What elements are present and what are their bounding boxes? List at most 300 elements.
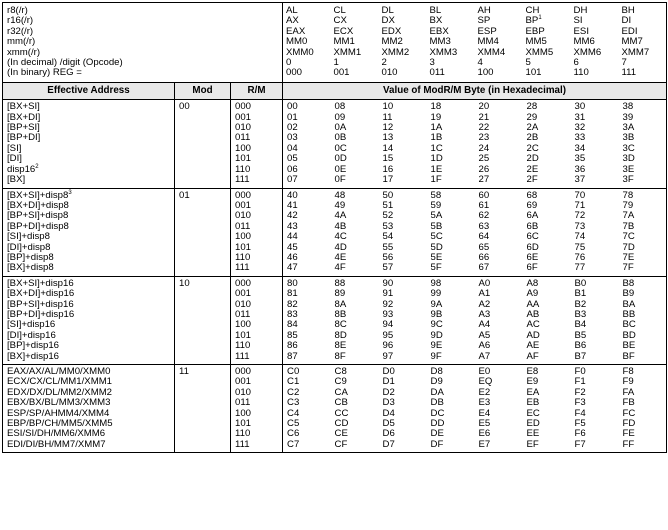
modrm-value: 7C (622, 231, 635, 243)
digit-value: 7 (621, 57, 627, 69)
modrm-value: FF (622, 438, 635, 450)
modrm-value: B5 (574, 329, 587, 341)
digit-value: 5 (525, 57, 531, 69)
mod-value: 10 (175, 276, 231, 364)
modrm-value: 93 (382, 308, 394, 320)
modrm-value-cell (475, 188, 523, 276)
effective-address: $disp16^2$ (7, 163, 39, 175)
digit-value: 6 (573, 57, 579, 69)
modrm-value: 24 (478, 142, 490, 154)
modrm-value: FE (622, 428, 635, 440)
modrm-value: F3 (574, 397, 586, 409)
modrm-value: 73 (574, 220, 586, 232)
modrm-value: F8 (622, 366, 634, 377)
rm-value: 101 (235, 418, 252, 430)
reg-column-7 (619, 3, 667, 83)
modrm-value: 14 (382, 142, 394, 154)
modrm-value: 22 (478, 122, 490, 134)
modrm-value: EC (526, 407, 540, 419)
rm-value: 101 (235, 153, 252, 165)
rm-value: 111 (235, 174, 250, 186)
effective-address: ESI/SI/DH/MM6/XMM6 (7, 428, 106, 440)
modrm-value: AF (526, 350, 539, 362)
register-name: DH (573, 5, 588, 16)
footnote-marker: 3 (68, 189, 72, 196)
modrm-value: BF (622, 350, 635, 362)
register-name: CX (333, 15, 347, 27)
modrm-value: 0A (334, 122, 347, 134)
effective-address: EBX/BX/BL/MM3/XMM3 (7, 397, 111, 409)
modrm-value: B8 (622, 277, 635, 289)
effective-address-header: Effective Address (3, 82, 175, 99)
modrm-value: 13 (382, 132, 394, 144)
reg-binary-value: 111 (621, 67, 637, 79)
effective-address: EAX/AX/AL/MM0/XMM0 (7, 366, 111, 377)
modrm-value: 72 (574, 210, 586, 222)
modrm-value: 54 (382, 231, 394, 243)
modrm-value: AD (526, 329, 540, 341)
modrm-value: 00 (287, 101, 298, 113)
rm-value: 001 (235, 376, 252, 388)
modrm-value-cell (523, 276, 571, 364)
modrm-value: 4B (334, 220, 347, 232)
modrm-value: 1E (430, 163, 443, 175)
modrm-value: 97 (382, 350, 394, 362)
modrm-value: 58 (430, 189, 442, 201)
digit-value: 2 (381, 57, 387, 69)
modrm-value: D7 (382, 438, 395, 450)
modrm-value: 5C (430, 231, 443, 243)
modrm-value: 20 (478, 101, 490, 113)
effective-address: EBP/BP/CH/MM5/XMM5 (7, 418, 113, 430)
modrm-value: 44 (287, 231, 298, 243)
rm-value: 110 (235, 163, 251, 175)
column-header-row (3, 82, 667, 99)
reg-column-1 (331, 3, 379, 83)
modrm-value: DF (430, 438, 444, 450)
modrm-value: 48 (334, 189, 346, 201)
modrm-value: 05 (287, 153, 298, 165)
rm-value: 000 (235, 101, 252, 113)
modrm-value: FD (622, 418, 636, 430)
modrm-value: 8E (334, 340, 347, 352)
modrm-value: 9C (430, 319, 443, 331)
modrm-value: 67 (478, 262, 490, 274)
modrm-value: 75 (574, 241, 586, 253)
modrm-value: 4D (334, 241, 347, 253)
modrm-value: 4F (334, 262, 346, 274)
modrm-value: E7 (478, 438, 491, 450)
effective-address: [DI]+disp8 (7, 241, 51, 253)
modrm-value: 78 (622, 189, 634, 201)
rm-value: 100 (235, 319, 252, 331)
label-r8: r8(/r) (7, 5, 28, 16)
modrm-value: 7D (622, 241, 635, 253)
modrm-value: 0C (334, 142, 347, 154)
modrm-value: AA (526, 298, 540, 310)
modrm-value: 31 (574, 111, 586, 123)
modrm-value: E3 (478, 397, 491, 409)
modrm-value: 94 (382, 319, 394, 331)
modrm-value: 21 (478, 111, 490, 123)
modrm-value: 6F (526, 262, 538, 274)
modrm-value: 1A (430, 122, 443, 134)
modrm-value-cell (427, 188, 475, 276)
register-name: DL (381, 5, 394, 16)
rm-value: 011 (235, 308, 251, 320)
modrm-value: BA (622, 298, 636, 310)
register-name: MM1 (333, 36, 355, 48)
table-body (3, 100, 667, 453)
modrm-value: BB (622, 308, 636, 320)
register-name: MM4 (477, 36, 499, 48)
modrm-value: 8C (334, 319, 347, 331)
modrm-value: 43 (287, 220, 298, 232)
modrm-value: EA (526, 386, 540, 398)
modrm-value-cell (571, 276, 619, 364)
modrm-value: 55 (382, 241, 394, 253)
label-digit: (In decimal) /digit (Opcode) (7, 57, 123, 69)
modrm-value: F2 (574, 386, 586, 398)
modrm-value: 30 (574, 101, 586, 113)
modrm-value: D4 (382, 407, 395, 419)
modrm-value: B6 (574, 340, 587, 352)
effective-address: [BX+SI]+disp16 (7, 277, 74, 289)
modrm-value: 63 (478, 220, 490, 232)
modrm-value: 1C (430, 142, 443, 154)
modrm-value: 3D (622, 153, 635, 165)
modrm-value: CA (334, 386, 348, 398)
modrm-value: 3B (622, 132, 635, 144)
modrm-value: 5D (430, 241, 443, 253)
modrm-value: F6 (574, 428, 586, 440)
modrm-value: 19 (430, 111, 442, 123)
modrm-value-cell (427, 276, 475, 364)
register-name: AX (286, 15, 299, 27)
modrm-value: 82 (287, 298, 298, 310)
modrm-value: A9 (526, 288, 539, 300)
effective-address: [BX+SI] (7, 101, 40, 113)
modrm-value: 36 (574, 163, 586, 175)
rm-value: 101 (235, 329, 252, 341)
modrm-value: 8A (334, 298, 347, 310)
modrm-value: 88 (334, 277, 346, 289)
modrm-value: EB (526, 397, 540, 409)
effective-address: [DI] (7, 153, 22, 165)
effective-address-cell (3, 188, 175, 276)
modrm-value: EE (526, 428, 540, 440)
modrm-value: 01 (287, 111, 298, 123)
effective-address: EDX/DX/DL/MM2/XMM2 (7, 386, 113, 398)
reg-column-6 (571, 3, 619, 83)
mod-value: 11 (175, 365, 231, 453)
modrm-value: 71 (574, 199, 586, 211)
modrm-value: 16 (382, 163, 394, 175)
modrm-value: 28 (526, 101, 538, 113)
modrm-value: 6A (526, 210, 539, 222)
modrm-value: C3 (287, 397, 300, 409)
modrm-value: B0 (574, 277, 587, 289)
label-r32: r32(/r) (7, 25, 34, 37)
rm-value: 110 (235, 340, 251, 352)
label-xmm: xmm(/r) (7, 46, 41, 58)
label-mm: mm(/r) (7, 36, 36, 48)
reg-binary-value: 001 (333, 67, 350, 79)
register-header-row (3, 3, 667, 83)
modrm-value: 2D (526, 153, 539, 165)
register-name: MM5 (525, 36, 547, 48)
modrm-value: 27 (478, 174, 490, 186)
register-name: XMM7 (621, 46, 650, 58)
modrm-value: 17 (382, 174, 394, 186)
effective-address: [DI]+disp16 (7, 329, 56, 341)
rm-value: 010 (235, 122, 252, 134)
modrm-value: 9F (430, 350, 442, 362)
modrm-value: A5 (478, 329, 491, 341)
modrm-value: 65 (478, 241, 490, 253)
modrm-value: 25 (478, 153, 490, 165)
modrm-value: 85 (287, 329, 298, 341)
modrm-value: 49 (334, 199, 346, 211)
register-header-labels (3, 3, 283, 83)
modrm-value: 3F (622, 174, 634, 186)
modrm-value: BC (622, 319, 636, 331)
modrm-value: 6D (526, 241, 539, 253)
rm-value: 011 (235, 220, 251, 232)
modrm-value-cell (379, 365, 427, 453)
modrm-value: B2 (574, 298, 587, 310)
reg-column-0 (283, 3, 331, 83)
rm-cell (231, 365, 283, 453)
modrm-value: 87 (287, 350, 298, 362)
modrm-value: 89 (334, 288, 346, 300)
register-name: EDX (381, 25, 402, 37)
effective-address: [BX]+disp8 (7, 262, 54, 274)
effective-address: [BP+DI] (7, 132, 41, 144)
modrm-value-cell (379, 100, 427, 188)
footnote-marker: 1 (538, 15, 542, 22)
modrm-value: BE (622, 340, 636, 352)
effective-address: ESP/SP/AHMM4/XMM4 (7, 407, 110, 419)
modrm-value: F1 (574, 376, 586, 388)
modrm-value-cell (619, 100, 667, 188)
effective-address: [BP]+disp8 (7, 251, 54, 263)
effective-address: [BP]+disp16 (7, 340, 60, 352)
modrm-value: 4C (334, 231, 347, 243)
modrm-value: CF (334, 438, 348, 450)
modrm-value: ED (526, 418, 540, 430)
modrm-value: 5E (430, 251, 443, 263)
modrm-value: CC (334, 407, 349, 419)
modrm-value: B7 (574, 350, 587, 362)
modrm-value-cell (379, 188, 427, 276)
effective-address: [BP+DI]+disp8 (7, 220, 69, 232)
modrm-value: 7E (622, 251, 635, 263)
modrm-value: BD (622, 329, 636, 341)
modrm-value: FB (622, 397, 635, 409)
modrm-value: E6 (478, 428, 491, 440)
modrm-value: 29 (526, 111, 538, 123)
modrm-value: 3E (622, 163, 635, 175)
rm-cell (231, 188, 283, 276)
register-name: DX (381, 15, 395, 27)
modrm-value: E5 (478, 418, 491, 430)
modrm-value: 03 (287, 132, 298, 144)
digit-value: 4 (477, 57, 483, 69)
effective-address: [BX]+disp16 (7, 350, 60, 362)
modrm-value: F4 (574, 407, 586, 419)
reg-binary-value: 110 (573, 67, 589, 79)
modrm-value-cell (523, 188, 571, 276)
effective-address: [BX] (7, 174, 26, 186)
modrm-value: A6 (478, 340, 491, 352)
effective-address: $[BX+SI]+disp8^3$ (7, 189, 72, 201)
modrm-value: 46 (287, 251, 298, 263)
rm-value: 111 (235, 262, 250, 274)
modrm-value: F5 (574, 418, 586, 430)
modrm-value: 76 (574, 251, 586, 263)
modrm-value: 62 (478, 210, 490, 222)
modrm-value: D1 (382, 376, 395, 388)
rm-value: 010 (235, 298, 252, 310)
modrm-value: D8 (430, 366, 443, 377)
modrm-value: 74 (574, 231, 586, 243)
modrm-value: 6B (526, 220, 539, 232)
modrm-value: 5F (430, 262, 442, 274)
effective-address-cell (3, 276, 175, 364)
modrm-value: 5A (430, 210, 443, 222)
reg-binary-value: 101 (525, 67, 542, 79)
modrm-value-cell (619, 365, 667, 453)
modrm-value: A3 (478, 308, 491, 320)
register-name: XMM6 (573, 46, 602, 58)
modrm-value: C0 (287, 366, 300, 377)
modrm-value: 1F (430, 174, 442, 186)
effective-address-cell (3, 100, 175, 188)
register-name: MM2 (381, 36, 403, 48)
modrm-value: 84 (287, 319, 298, 331)
rm-value: 101 (235, 241, 252, 253)
modrm-value: 70 (574, 189, 586, 201)
modrm-value: 60 (478, 189, 490, 201)
modrm-value: D3 (382, 397, 395, 409)
modrm-value: C4 (287, 407, 300, 419)
modrm-value: D6 (382, 428, 395, 440)
effective-address: ECX/CX/CL/MM1/XMM1 (7, 376, 113, 388)
mod-header: Mod (175, 82, 231, 99)
digit-value: 3 (429, 57, 435, 69)
modrm-value: 98 (430, 277, 442, 289)
reg-binary-value: 000 (286, 67, 303, 79)
modrm-value: 6E (526, 251, 539, 263)
rm-value: 001 (235, 288, 252, 300)
register-name: CH (525, 5, 540, 16)
modrm-value: E8 (526, 366, 539, 377)
modrm-value-cell (619, 188, 667, 276)
register-name: ESP (477, 25, 497, 37)
modrm-value: 1D (430, 153, 443, 165)
modrm-value: 06 (287, 163, 298, 175)
modrm-value: C6 (287, 428, 300, 440)
modrm-value-cell (379, 276, 427, 364)
modrm-value-cell (283, 276, 331, 364)
modrm-value: 5B (430, 220, 443, 232)
modrm-value: 0B (334, 132, 347, 144)
modrm-value: 8B (334, 308, 347, 320)
register-name: XMM4 (477, 46, 506, 58)
register-name: ESI (573, 25, 589, 37)
label-reg-binary: (In binary) REG = (7, 67, 82, 79)
effective-address: [SI]+disp8 (7, 231, 50, 243)
register-name: AH (477, 5, 491, 16)
mod-value: 00 (175, 100, 231, 188)
modrm-value: 99 (430, 288, 442, 300)
register-name: BH (621, 5, 635, 16)
modrm-value: 96 (382, 340, 394, 352)
modrm-value: 64 (478, 231, 490, 243)
modrm-value: A0 (478, 277, 491, 289)
modrm-value: 52 (382, 210, 394, 222)
effective-address: [BP+SI]+disp16 (7, 298, 74, 310)
modrm-value: 83 (287, 308, 298, 320)
effective-address: [BX+DI]+disp8 (7, 199, 69, 211)
effective-address: [BX+DI] (7, 111, 41, 123)
modrm-value: DD (430, 418, 445, 430)
modrm-value: 3C (622, 142, 635, 154)
modrm-value: CE (334, 428, 348, 440)
modrm-value-cell (475, 276, 523, 364)
modrm-value: 92 (382, 298, 394, 310)
register-name: ECX (333, 25, 354, 37)
modrm-value: 0D (334, 153, 347, 165)
modrm-value: 42 (287, 210, 298, 222)
modrm-value: E9 (526, 376, 539, 388)
register-name: BX (429, 15, 443, 27)
reg-binary-value: 010 (381, 67, 398, 79)
modrm-value: C9 (334, 376, 347, 388)
register-name: DI (621, 15, 632, 27)
register-name: MM6 (573, 36, 595, 48)
modrm-value: CD (334, 418, 349, 430)
modrm-value: 08 (334, 101, 346, 113)
modrm-value: 45 (287, 241, 298, 253)
modrm-value: 35 (574, 153, 586, 165)
modrm-value: FC (622, 407, 636, 419)
modrm-value: 56 (382, 251, 394, 263)
modrm-value-cell (283, 365, 331, 453)
modrm-value: B4 (574, 319, 587, 331)
modrm-value: AC (526, 319, 540, 331)
rm-value: 111 (235, 438, 250, 450)
modrm-value: C1 (287, 376, 300, 388)
modrm-value: 69 (526, 199, 538, 211)
modrm-value-cell (331, 188, 379, 276)
modrm-value: 40 (287, 189, 298, 201)
modrm-value: 8D (334, 329, 347, 341)
modrm-value: A4 (478, 319, 491, 331)
modrm-value: CB (334, 397, 348, 409)
modrm-value: 9B (430, 308, 443, 320)
rm-value: 100 (235, 407, 252, 419)
modrm-value: 53 (382, 220, 394, 232)
register-name: EDI (621, 25, 638, 37)
rm-value: 011 (235, 397, 251, 409)
rm-value: 100 (235, 231, 252, 243)
modrm-value: 95 (382, 329, 394, 341)
reg-column-2 (379, 3, 427, 83)
register-name: EBP (525, 25, 545, 37)
modrm-value: 4E (334, 251, 347, 263)
